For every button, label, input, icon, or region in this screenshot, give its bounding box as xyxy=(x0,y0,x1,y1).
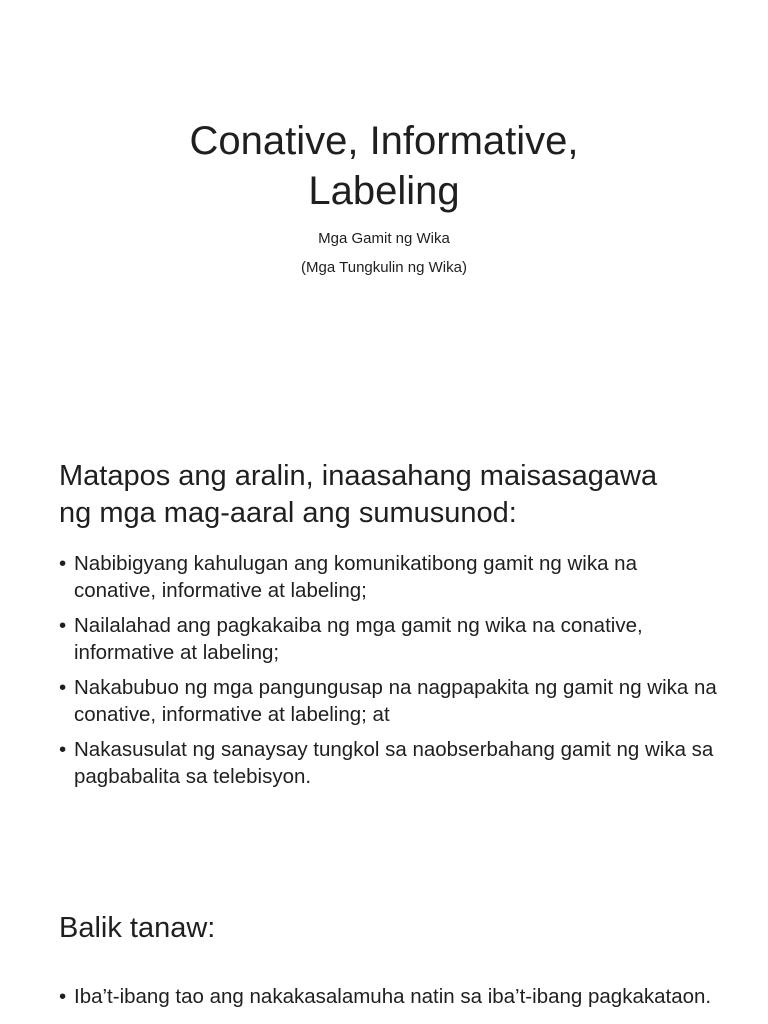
title-slide xyxy=(0,0,768,432)
bullet-icon: • xyxy=(59,738,67,761)
objective-text: Nabibigyang kahulugan ang komunikatibong gamit ng wika na conative, informative at labeling; xyxy=(74,552,637,602)
review-text: Iba’t-ibang tao ang nakakasalamuha natin sa iba’t-ibang pagkakataon. xyxy=(74,985,712,1008)
objectives-heading-line-1: Matapos ang aralin, inaasahang maisasagawa xyxy=(59,460,658,492)
slide-subtitle-2: (Mga Tungkulin ng Wika) xyxy=(301,259,467,276)
objectives-slide xyxy=(0,432,768,864)
objective-text: Nakabubuo ng mga pangungusap na nagpapakita ng gamit ng wika na conative, informative at labeling; at xyxy=(74,676,717,726)
review-item xyxy=(59,983,719,1010)
objectives-heading-line-2: ng mga mag-aaral ang sumusunod: xyxy=(59,497,517,529)
objective-item xyxy=(59,736,719,790)
review-heading: Balik tanaw: xyxy=(59,912,216,944)
objective-item xyxy=(59,612,719,666)
objectives-heading xyxy=(59,458,739,532)
slide-title-line-2: Labeling xyxy=(308,169,460,213)
slide-title-line-1: Conative, Informative, xyxy=(189,119,579,163)
review-list xyxy=(59,983,719,1018)
slide-title xyxy=(84,116,684,216)
objective-text: Nakasusulat ng sanaysay tungkol sa naobserbahang gamit ng wika sa pagbabalita sa telebisyon. xyxy=(74,738,714,788)
bullet-icon: • xyxy=(59,985,67,1008)
bullet-icon: • xyxy=(59,676,67,699)
review-slide xyxy=(0,864,768,1024)
bullet-icon: • xyxy=(59,614,67,637)
slide-subtitle-1: Mga Gamit ng Wika xyxy=(318,230,450,247)
objective-item xyxy=(59,674,719,728)
objectives-list xyxy=(59,550,719,798)
bullet-icon: • xyxy=(59,552,67,575)
objective-item xyxy=(59,550,719,604)
objective-text: Nailalahad ang pagkakaiba ng mga gamit ng wika na conative, informative at labeling; xyxy=(74,614,643,664)
